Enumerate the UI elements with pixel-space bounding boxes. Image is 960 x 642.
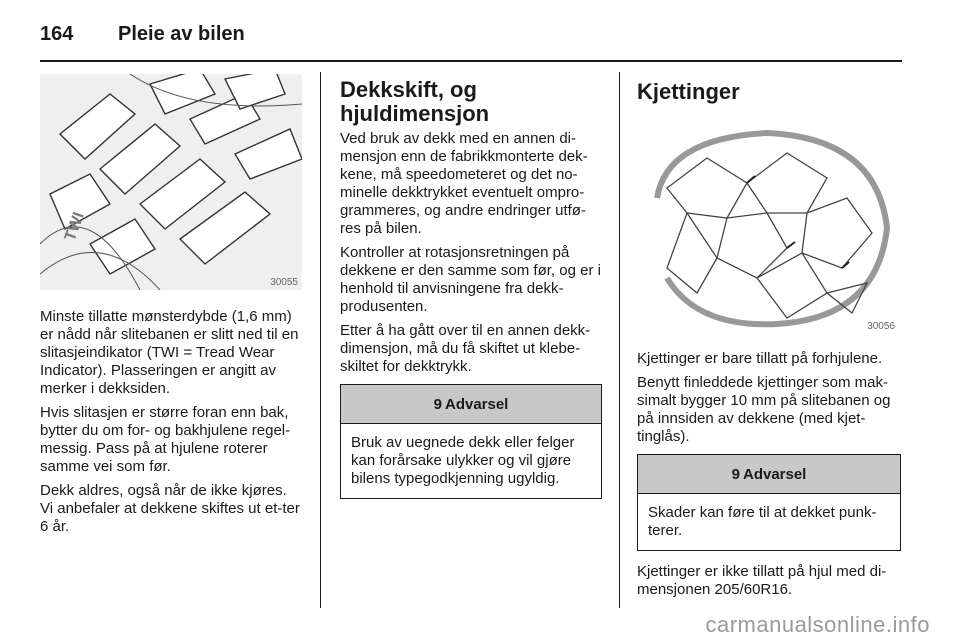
column-divider-right [619, 72, 620, 608]
paragraph: Kjettinger er ikke tillatt på hjul med di-mensjonen 205/60R16. [637, 563, 887, 598]
warning-text: Bruk av uegnede dekk eller felger kan forårsake ulykker og vil gjøre bilens typegodkjenning ugyldig. [351, 434, 575, 487]
paragraph: Kontroller at rotasjonsretningen på dekkene er den samme som før, og er i henhold til anvisningene fra dekk-produsenten. [340, 244, 601, 315]
warning-title: Advarsel [742, 465, 807, 483]
tire-tread-illustration [40, 74, 302, 290]
warning-box [637, 454, 901, 551]
twi-marker: TWI [61, 209, 88, 244]
tread-wear-figure [40, 74, 302, 290]
paragraph: Etter å ha gått over til en annen dekk-dimensjon, må du få skiftet ut klebe-skiltet for dekktrykk. [340, 322, 591, 375]
warning-icon: 9 [433, 395, 442, 413]
section-heading: Dekkskift, og hjuldimensjon [340, 77, 490, 126]
middle-column [340, 74, 602, 499]
right-column [637, 74, 901, 605]
paragraph: Hvis slitasjen er større foran enn bak, bytter du om for- og bakhjulene regel-messig. Pass på at hjulene roterer samme vei som før. [40, 404, 291, 475]
warning-title: Advarsel [444, 395, 509, 413]
warning-header [638, 455, 900, 494]
warning-body [341, 424, 601, 498]
paragraph: Benytt finleddede kjettinger som mak-simalt bygger 10 mm på slitebanen og på innsiden av dekkene (med kjet-tinglås). [637, 374, 891, 445]
snow-chain-illustration [637, 118, 899, 334]
page-header [40, 18, 245, 50]
warning-header [341, 385, 601, 424]
left-column [40, 74, 302, 542]
page-title: Pleie av bilen [118, 22, 245, 45]
warning-body [638, 494, 900, 550]
snow-chain-figure [637, 118, 899, 334]
page-number: 164 [40, 22, 74, 45]
section-heading: Kjettinger [637, 79, 740, 104]
paragraph: Minste tillatte mønsterdybde (1,6 mm) er nådd når slitebanen er slitt ned til en slitasjeindikator (TWI = Tread Wear Indicator). Plasseringen er angitt av merker i dekksiden. [40, 308, 299, 397]
column-divider-left [320, 72, 321, 608]
warning-box [340, 384, 602, 499]
figure-number: 30055 [270, 277, 298, 288]
header-rule [40, 60, 902, 62]
warning-icon: 9 [731, 465, 740, 483]
paragraph: Ved bruk av dekk med en annen di-mensjon enn de fabrikkmonterte dek-kene, må speedometeret og det no-minelle dekktrykket eventuelt ompro-grammeres, og andre endringer utfø-res på bilen. [340, 130, 588, 237]
watermark: carmanualsonline.info [705, 612, 930, 637]
figure-number: 30056 [867, 321, 895, 332]
warning-text: Skader kan føre til at dekket punk-terer. [648, 504, 877, 539]
paragraph: Dekk aldres, også når de ikke kjøres. Vi anbefaler at dekkene skiftes ut et-ter 6 år. [40, 482, 300, 535]
paragraph: Kjettinger er bare tillatt på forhjulene. [637, 350, 883, 367]
